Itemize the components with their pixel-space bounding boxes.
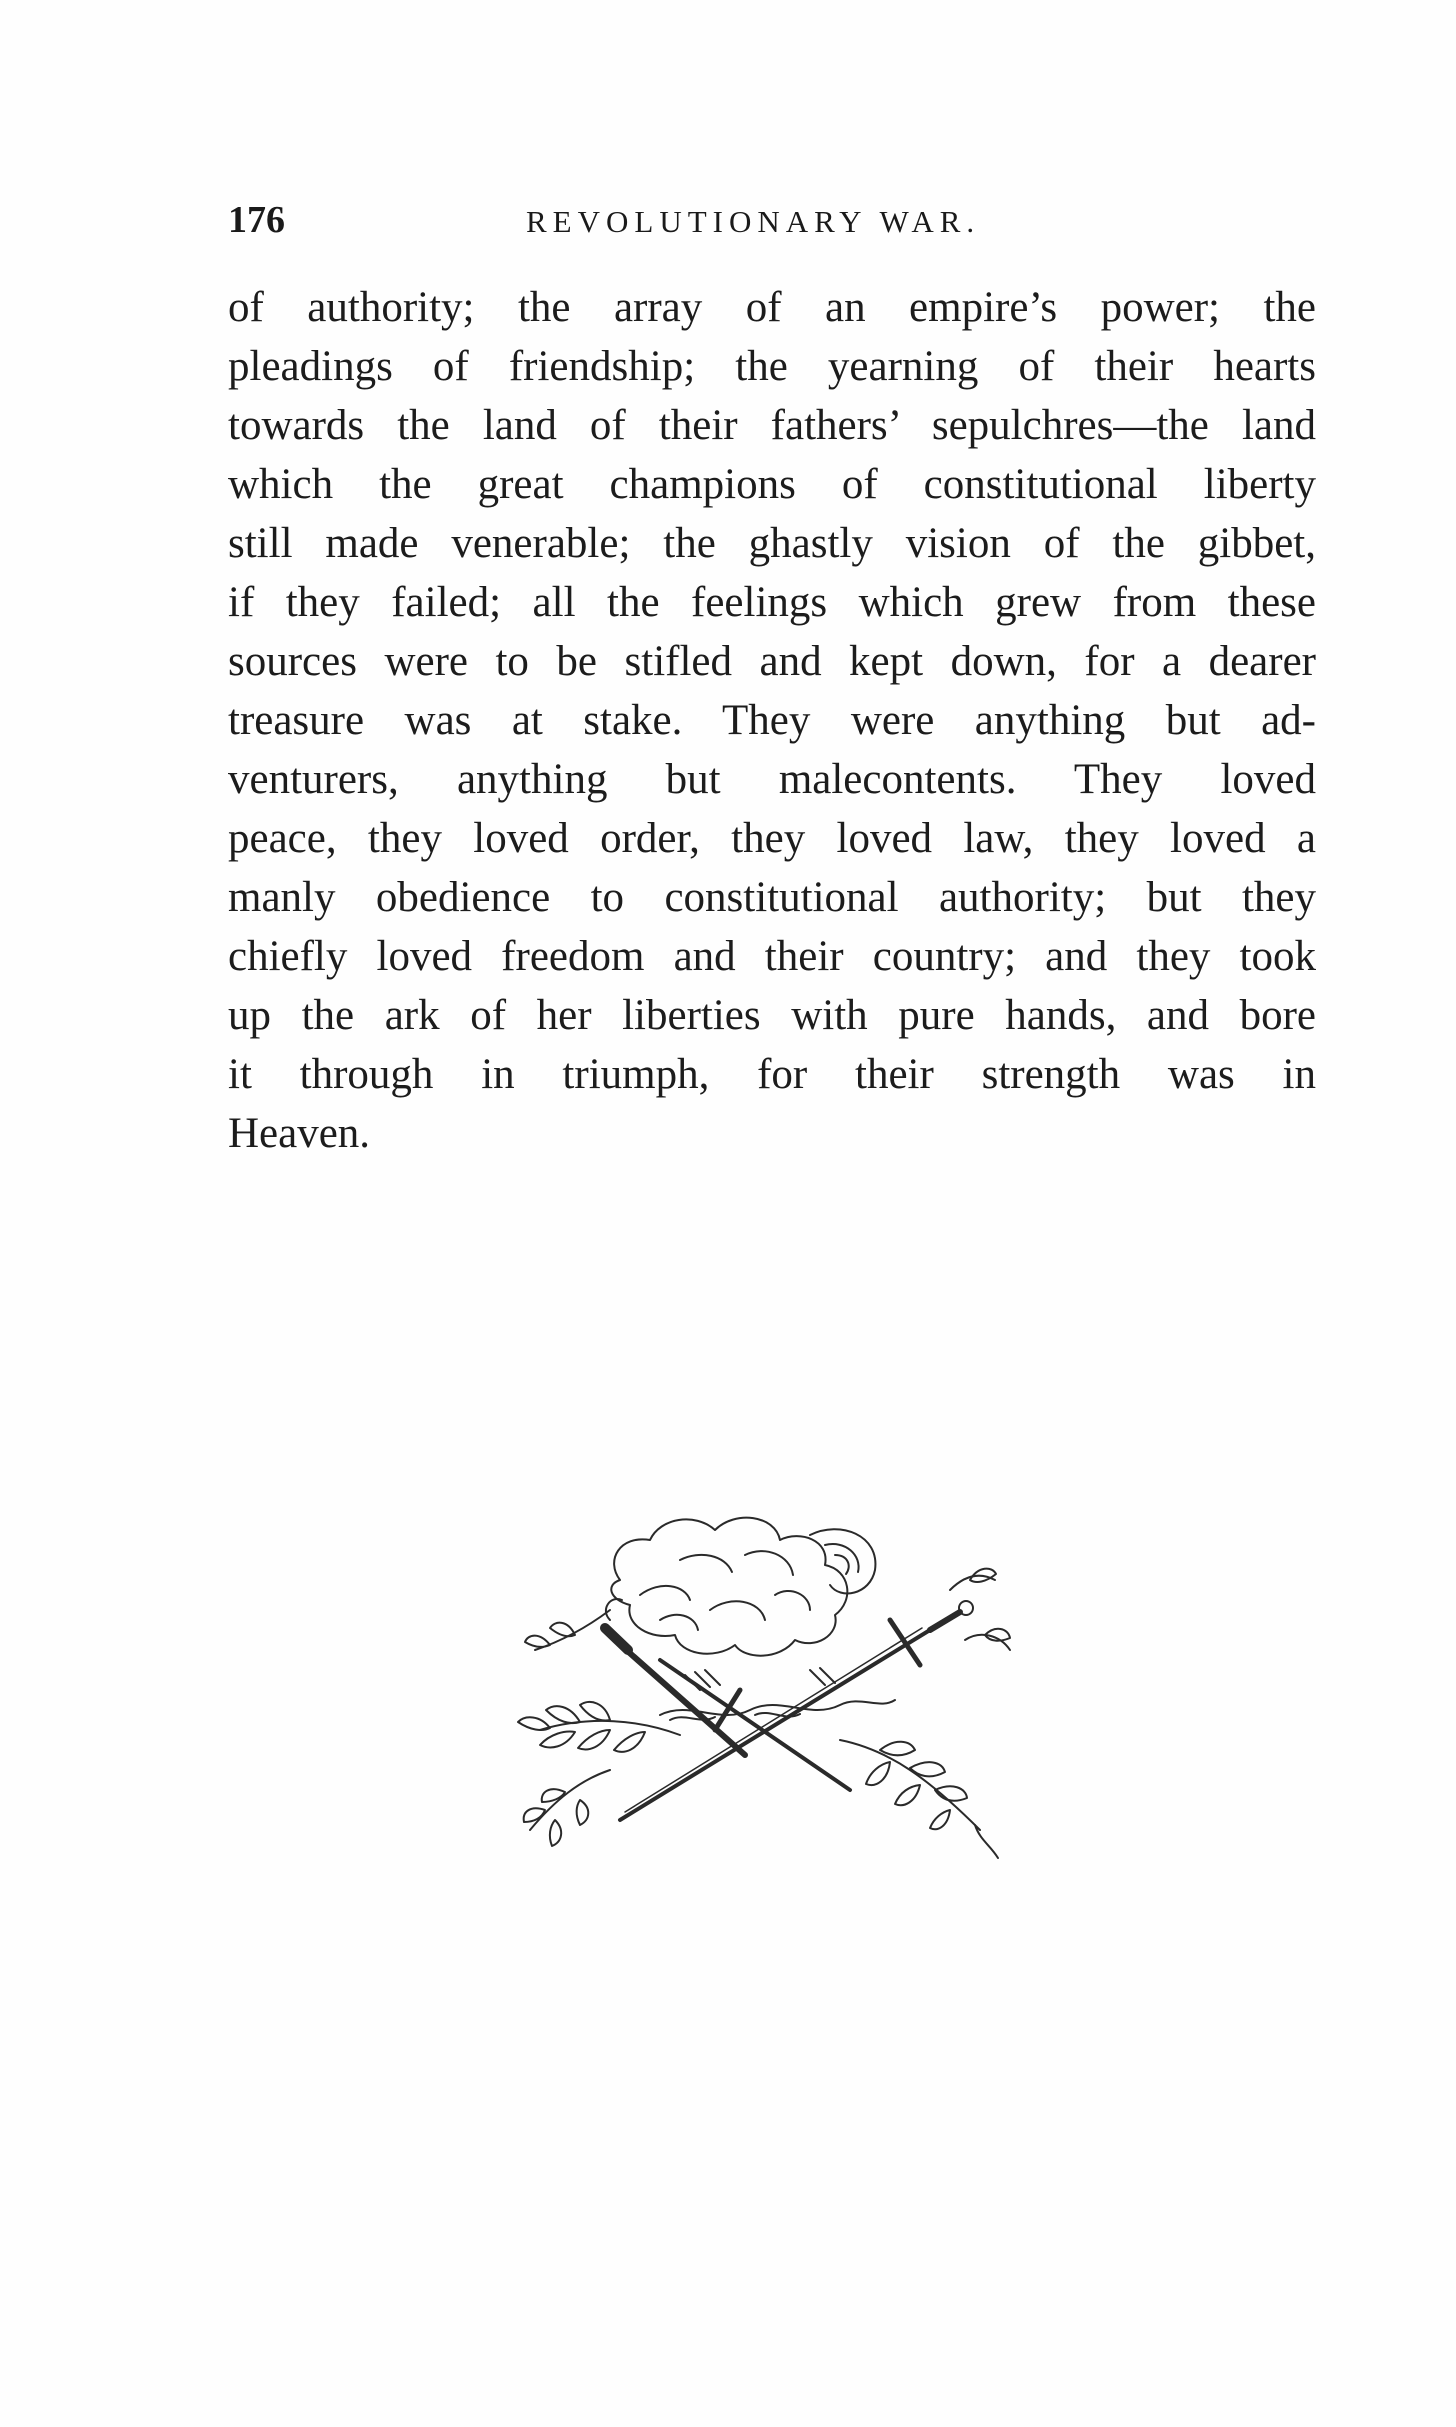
crossed-swords-torch-laurel-vignette-icon [510, 1500, 1030, 1900]
text-line: treasure was at stake. They were anything but ad- [228, 697, 1316, 744]
text-line: pleadings of friendship; the yearning of their hearts [228, 343, 1316, 390]
running-title: REVOLUTIONARY WAR. [526, 204, 981, 239]
text-line: which the great champions of constitutional liberty [228, 461, 1316, 508]
text-line: chiefly loved freedom and their country; and they took [228, 933, 1316, 980]
page-number: 176 [228, 199, 285, 241]
text-line: sources were to be stifled and kept down, for a dearer [228, 638, 1316, 685]
text-line: venturers, anything but malecontents. They loved [228, 756, 1316, 803]
text-line: towards the land of their fathers’ sepulchres—the land [228, 402, 1316, 449]
text-line: if they failed; all the feelings which grew from these [228, 579, 1316, 626]
running-head [228, 198, 1318, 254]
text-line: peace, they loved order, they loved law, they loved a [228, 815, 1316, 862]
text-line: manly obedience to constitutional authority; but they [228, 874, 1316, 921]
text-line: of authority; the array of an empire’s power; the [228, 284, 1316, 331]
body-paragraph [228, 278, 1316, 1163]
text-line: Heaven. [228, 1110, 371, 1157]
text-line: still made venerable; the ghastly vision of the gibbet, [228, 520, 1316, 567]
text-line: it through in triumph, for their strength was in [228, 1051, 1316, 1098]
text-line: up the ark of her liberties with pure hands, and bore [228, 992, 1316, 1039]
